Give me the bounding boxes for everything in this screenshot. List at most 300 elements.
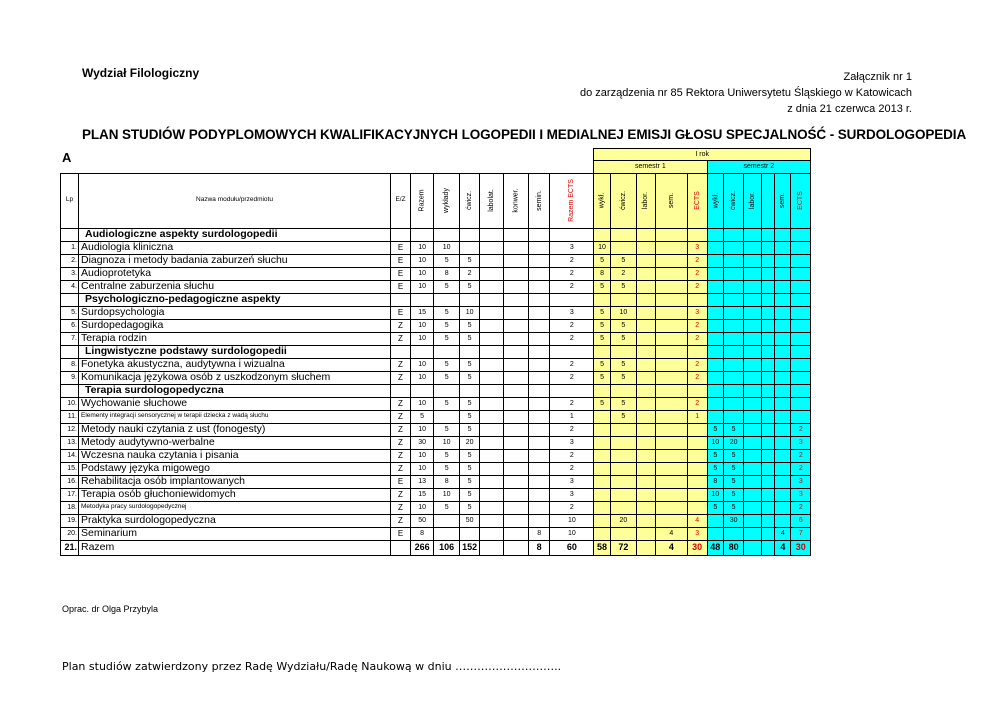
cell-s2e: 3 — [791, 436, 811, 449]
cell-sem — [528, 436, 550, 449]
cell-s1s — [655, 254, 687, 267]
cell-s1w: 5 — [594, 332, 611, 345]
cell-s1w: 5 — [594, 319, 611, 332]
cell-sem — [528, 241, 550, 254]
cell-s1s — [655, 280, 687, 293]
col-header-semin: semin. — [535, 190, 543, 211]
cell-wyk: 5 — [434, 319, 460, 332]
cell-s1w — [594, 423, 611, 436]
cell-s2w: 5 — [707, 423, 724, 436]
cell-ects: 2 — [550, 332, 594, 345]
cell-lab — [480, 527, 504, 540]
cell-razem: 5 — [411, 410, 434, 423]
cell-ez: E — [391, 241, 411, 254]
row-name: Terapia rodzin — [79, 332, 391, 345]
header-row-semesters — [61, 161, 811, 174]
row-lp: 1. — [61, 241, 79, 254]
cell-s2c: 5 — [724, 488, 744, 501]
row-name: Praktyka surdologopedyczna — [79, 514, 391, 527]
cell-kon — [503, 423, 528, 436]
cell-s1c — [610, 527, 636, 540]
cell-s1l — [636, 397, 655, 410]
cell-s2e: 7 — [791, 527, 811, 540]
table-row — [61, 332, 811, 345]
cell-s1e — [687, 475, 707, 488]
cell-s1l — [636, 501, 655, 514]
cell-s1s — [655, 241, 687, 254]
cell-s2l — [744, 462, 762, 475]
cell-s2l — [744, 449, 762, 462]
cell-s1w — [594, 462, 611, 475]
row-name: Diagnoza i metody badania zaburzeń słuchu — [79, 254, 391, 267]
cell-s2l — [744, 397, 762, 410]
cell-sem — [528, 423, 550, 436]
col-header-ez: E/Z — [391, 173, 411, 228]
cell-s1l — [636, 436, 655, 449]
cell-lab — [480, 462, 504, 475]
cell-s2w: 5 — [707, 501, 724, 514]
cell-s2s — [775, 488, 791, 501]
cell-s2w — [707, 397, 724, 410]
cell-s1l — [636, 540, 655, 555]
row-lp: 8. — [61, 358, 79, 371]
cell-ects: 2 — [550, 267, 594, 280]
cell-pad — [762, 527, 775, 540]
cell-s2w — [707, 267, 724, 280]
col-header-s1-cwicz: ćwicz. — [619, 190, 627, 211]
cell-s1w — [594, 488, 611, 501]
table-row — [61, 358, 811, 371]
cell-ects: 2 — [550, 501, 594, 514]
cell-s2c: 30 — [724, 514, 744, 527]
cell-s1w: 5 — [594, 358, 611, 371]
cell-wyk: 5 — [434, 332, 460, 345]
cell-s1l — [636, 488, 655, 501]
cell-cw: 5 — [460, 319, 480, 332]
row-name: Komunikacja językowa osób z uszkodzonym słuchem — [79, 371, 391, 384]
cell-s1s — [655, 410, 687, 423]
cell-s1c: 5 — [610, 410, 636, 423]
year-label: I rok — [594, 149, 811, 161]
cell-s2e: 2 — [791, 449, 811, 462]
cell-pad — [762, 501, 775, 514]
cell-sem — [528, 488, 550, 501]
cell-ez: E — [391, 475, 411, 488]
cell-ects: 3 — [550, 436, 594, 449]
cell-s2c — [724, 332, 744, 345]
cell-s2w — [707, 241, 724, 254]
cell-kon — [503, 514, 528, 527]
cell-s1l — [636, 527, 655, 540]
cell-razem: 10 — [411, 358, 434, 371]
cell-s1w: 58 — [594, 540, 611, 555]
cell-wyk: 5 — [434, 254, 460, 267]
cell-wyk: 5 — [434, 501, 460, 514]
cell-lab — [480, 397, 504, 410]
total-row — [61, 540, 811, 555]
col-header-name: Nazwa modułu/przedmiotu — [79, 173, 391, 228]
cell-wyk — [434, 527, 460, 540]
row-lp: 4. — [61, 280, 79, 293]
cell-s2s — [775, 332, 791, 345]
cell-s1s — [655, 397, 687, 410]
cell-s1e: 3 — [687, 241, 707, 254]
cell-kon — [503, 527, 528, 540]
cell-s2l — [744, 254, 762, 267]
cell-s2e: 3 — [791, 488, 811, 501]
cell-razem: 10 — [411, 371, 434, 384]
cell-cw: 5 — [460, 475, 480, 488]
annex-line-3: z dnia 21 czerwca 2013 r. — [787, 103, 912, 115]
col-header-razem-ects: Razem ECTS — [568, 179, 576, 222]
cell-s2e — [791, 397, 811, 410]
cell-s2c: 80 — [724, 540, 744, 555]
cell-s2s — [775, 501, 791, 514]
cell-kon — [503, 462, 528, 475]
col-header-s2-cwicz: ćwicz. — [730, 190, 738, 211]
row-lp: 3. — [61, 267, 79, 280]
table-row — [61, 436, 811, 449]
cell-ects: 3 — [550, 488, 594, 501]
cell-s2c — [724, 410, 744, 423]
cell-cw: 2 — [460, 267, 480, 280]
col-header-s2-ects: ECTS — [797, 191, 805, 210]
cell-s1w — [594, 501, 611, 514]
cell-ects: 1 — [550, 410, 594, 423]
table-row — [61, 475, 811, 488]
col-header-s1-labor: labor. — [642, 191, 650, 210]
section-heading-row — [61, 384, 811, 397]
cell-ez: E — [391, 527, 411, 540]
cell-s2c — [724, 397, 744, 410]
row-lp: 10. — [61, 397, 79, 410]
cell-s1e: 2 — [687, 371, 707, 384]
cell-s2l — [744, 540, 762, 555]
cell-s1s — [655, 462, 687, 475]
cell-s2s — [775, 371, 791, 384]
cell-pad — [762, 423, 775, 436]
cell-s1s — [655, 488, 687, 501]
cell-s1w: 8 — [594, 267, 611, 280]
cell-ez: Z — [391, 436, 411, 449]
cell-kon — [503, 319, 528, 332]
cell-lab — [480, 319, 504, 332]
annex-line-2: do zarządzenia nr 85 Rektora Uniwersytetu Śląskiego w Katowicach — [580, 87, 912, 99]
row-name: Centralne zaburzenia słuchu — [79, 280, 391, 293]
cell-s2c: 5 — [724, 423, 744, 436]
cell-ez: Z — [391, 371, 411, 384]
cell-wyk — [434, 410, 460, 423]
section-heading: Audiologiczne aspekty surdologopedii — [79, 228, 391, 241]
cell-s1l — [636, 241, 655, 254]
cell-cw — [460, 241, 480, 254]
cell-pad — [762, 397, 775, 410]
cell-lab — [480, 280, 504, 293]
cell-sem — [528, 397, 550, 410]
cell-kon — [503, 475, 528, 488]
cell-ects: 2 — [550, 371, 594, 384]
row-lp: 17. — [61, 488, 79, 501]
cell-kon — [503, 410, 528, 423]
cell-wyk — [434, 514, 460, 527]
col-header-s2-labor: labor. — [749, 191, 757, 210]
cell-s1c: 5 — [610, 397, 636, 410]
cell-s1c — [610, 488, 636, 501]
cell-sem — [528, 475, 550, 488]
cell-s2w: 10 — [707, 436, 724, 449]
row-lp: 21. — [61, 540, 79, 555]
cell-s1s — [655, 332, 687, 345]
cell-cw: 5 — [460, 462, 480, 475]
cell-s1s — [655, 436, 687, 449]
cell-kon — [503, 397, 528, 410]
cell-s2e — [791, 358, 811, 371]
cell-s2s — [775, 514, 791, 527]
table-row — [61, 423, 811, 436]
cell-sem — [528, 462, 550, 475]
row-name: Rehabilitacja osób implantowanych — [79, 475, 391, 488]
cell-s2l — [744, 306, 762, 319]
cell-s2l — [744, 241, 762, 254]
cell-s1w: 5 — [594, 280, 611, 293]
cell-s2w — [707, 332, 724, 345]
cell-s2s — [775, 449, 791, 462]
document-title: PLAN STUDIÓW PODYPLOMOWYCH KWALIFIKACYJNYCH LOGOPEDII I MEDIALNEJ EMISJI GŁOSU SPECJALNOŚĆ - SURDOLOGOPEDIA — [82, 127, 967, 142]
cell-s1w: 5 — [594, 306, 611, 319]
row-name: Wczesna nauka czytania i pisania — [79, 449, 391, 462]
cell-cw: 10 — [460, 306, 480, 319]
table-row — [61, 462, 811, 475]
cell-s1w: 5 — [594, 254, 611, 267]
cell-kon — [503, 449, 528, 462]
cell-ez: E — [391, 280, 411, 293]
row-lp: 11. — [61, 410, 79, 423]
cell-s1w: 5 — [594, 371, 611, 384]
cell-ects: 60 — [550, 540, 594, 555]
semester-1-label: semestr 1 — [594, 161, 707, 174]
cell-razem: 10 — [411, 423, 434, 436]
cell-lab — [480, 475, 504, 488]
cell-razem: 10 — [411, 280, 434, 293]
row-name: Wychowanie słuchowe — [79, 397, 391, 410]
cell-ez: Z — [391, 514, 411, 527]
cell-s1c — [610, 423, 636, 436]
cell-s1c — [610, 475, 636, 488]
cell-lab — [480, 540, 504, 555]
cell-razem: 15 — [411, 488, 434, 501]
row-name: Razem — [79, 540, 391, 555]
row-name: Audiologia kliniczna — [79, 241, 391, 254]
cell-lab — [480, 371, 504, 384]
cell-s2e: 2 — [791, 501, 811, 514]
row-lp: 16. — [61, 475, 79, 488]
cell-sem — [528, 254, 550, 267]
col-header-s2-sem: sem. — [779, 192, 787, 209]
cell-s1s — [655, 267, 687, 280]
cell-s1c: 5 — [610, 254, 636, 267]
table-row — [61, 514, 811, 527]
cell-wyk: 106 — [434, 540, 460, 555]
cell-s1s — [655, 475, 687, 488]
cell-kon — [503, 280, 528, 293]
cell-s2w — [707, 306, 724, 319]
cell-s2w — [707, 514, 724, 527]
row-lp: 12. — [61, 423, 79, 436]
cell-s1e: 3 — [687, 527, 707, 540]
cell-sem: 8 — [528, 527, 550, 540]
annex-line-1: Załącznik nr 1 — [843, 71, 912, 83]
cell-s2e — [791, 319, 811, 332]
cell-lab — [480, 332, 504, 345]
cell-kon — [503, 306, 528, 319]
cell-s2w — [707, 410, 724, 423]
cell-s2l — [744, 423, 762, 436]
cell-s2e: 6 — [791, 514, 811, 527]
cell-s2c — [724, 241, 744, 254]
cell-s1c: 5 — [610, 319, 636, 332]
cell-s1c — [610, 501, 636, 514]
cell-s1e — [687, 449, 707, 462]
cell-cw: 5 — [460, 254, 480, 267]
cell-s1w — [594, 527, 611, 540]
table-row — [61, 280, 811, 293]
cell-razem: 266 — [411, 540, 434, 555]
cell-s1c: 2 — [610, 267, 636, 280]
cell-pad — [762, 280, 775, 293]
cell-pad — [762, 410, 775, 423]
cell-s1c: 20 — [610, 514, 636, 527]
row-name: Metodyka pracy surdologopedycznej — [79, 501, 391, 514]
cell-s2l — [744, 488, 762, 501]
cell-pad — [762, 462, 775, 475]
cell-wyk: 10 — [434, 241, 460, 254]
cell-ez: Z — [391, 319, 411, 332]
cell-razem: 30 — [411, 436, 434, 449]
cell-wyk: 10 — [434, 488, 460, 501]
cell-s1e — [687, 462, 707, 475]
row-lp: 18. — [61, 501, 79, 514]
cell-s2s: 4 — [775, 540, 791, 555]
row-name: Seminarium — [79, 527, 391, 540]
cell-s1c — [610, 449, 636, 462]
cell-razem: 13 — [411, 475, 434, 488]
cell-s2s — [775, 254, 791, 267]
cell-s1e — [687, 436, 707, 449]
cell-s1l — [636, 410, 655, 423]
cell-s1w — [594, 514, 611, 527]
cell-ects: 2 — [550, 423, 594, 436]
cell-ects: 10 — [550, 527, 594, 540]
cell-sem — [528, 306, 550, 319]
cell-pad — [762, 436, 775, 449]
cell-s2l — [744, 501, 762, 514]
cell-kon — [503, 358, 528, 371]
cell-s2w: 5 — [707, 462, 724, 475]
cell-pad — [762, 488, 775, 501]
cell-s1w — [594, 449, 611, 462]
cell-s2s — [775, 475, 791, 488]
cell-s2s — [775, 319, 791, 332]
cell-sem: 8 — [528, 540, 550, 555]
cell-razem: 10 — [411, 319, 434, 332]
cell-cw: 50 — [460, 514, 480, 527]
cell-s2w: 5 — [707, 449, 724, 462]
cell-s1e: 2 — [687, 254, 707, 267]
cell-cw: 5 — [460, 423, 480, 436]
cell-ez: Z — [391, 449, 411, 462]
cell-s1e — [687, 501, 707, 514]
cell-s1e: 1 — [687, 410, 707, 423]
cell-s2c: 5 — [724, 449, 744, 462]
cell-s2w — [707, 280, 724, 293]
cell-ects: 2 — [550, 449, 594, 462]
cell-pad — [762, 475, 775, 488]
cell-pad — [762, 319, 775, 332]
section-heading-row — [61, 293, 811, 306]
cell-s1c — [610, 241, 636, 254]
cell-s1s — [655, 423, 687, 436]
cell-s1c: 5 — [610, 332, 636, 345]
cell-lab — [480, 306, 504, 319]
cell-cw: 5 — [460, 358, 480, 371]
cell-ez: Z — [391, 423, 411, 436]
cell-s1e: 2 — [687, 267, 707, 280]
cell-pad — [762, 267, 775, 280]
cell-ects: 2 — [550, 319, 594, 332]
row-name: Metody nauki czytania z ust (fonogesty) — [79, 423, 391, 436]
cell-s2s — [775, 358, 791, 371]
row-lp: 15. — [61, 462, 79, 475]
row-name: Metody audytywno-werbalne — [79, 436, 391, 449]
cell-s2s — [775, 267, 791, 280]
cell-s1c: 5 — [610, 280, 636, 293]
cell-sem — [528, 280, 550, 293]
table-body — [61, 228, 811, 555]
header-row-columns — [61, 173, 811, 228]
cell-lab — [480, 241, 504, 254]
cell-ez: Z — [391, 462, 411, 475]
cell-s2e — [791, 241, 811, 254]
cell-ez: E — [391, 267, 411, 280]
row-lp: 2. — [61, 254, 79, 267]
cell-s2s — [775, 462, 791, 475]
cell-razem: 50 — [411, 514, 434, 527]
cell-s2l — [744, 514, 762, 527]
table-row — [61, 371, 811, 384]
cell-s1s — [655, 501, 687, 514]
cell-cw: 152 — [460, 540, 480, 555]
cell-s1l — [636, 462, 655, 475]
cell-s1e: 2 — [687, 397, 707, 410]
cell-s2c — [724, 527, 744, 540]
cell-s2e: 30 — [791, 540, 811, 555]
cell-s2e — [791, 280, 811, 293]
col-header-razem: Razem — [418, 189, 426, 212]
cell-s1e: 2 — [687, 358, 707, 371]
cell-razem: 10 — [411, 462, 434, 475]
cell-sem — [528, 319, 550, 332]
cell-s1s: 4 — [655, 540, 687, 555]
row-lp: 6. — [61, 319, 79, 332]
col-header-s1-sem: sem. — [667, 192, 675, 209]
table-row — [61, 410, 811, 423]
cell-pad — [762, 514, 775, 527]
cell-s1l — [636, 358, 655, 371]
table-row — [61, 241, 811, 254]
cell-lab — [480, 488, 504, 501]
section-heading-row — [61, 228, 811, 241]
cell-s1l — [636, 423, 655, 436]
